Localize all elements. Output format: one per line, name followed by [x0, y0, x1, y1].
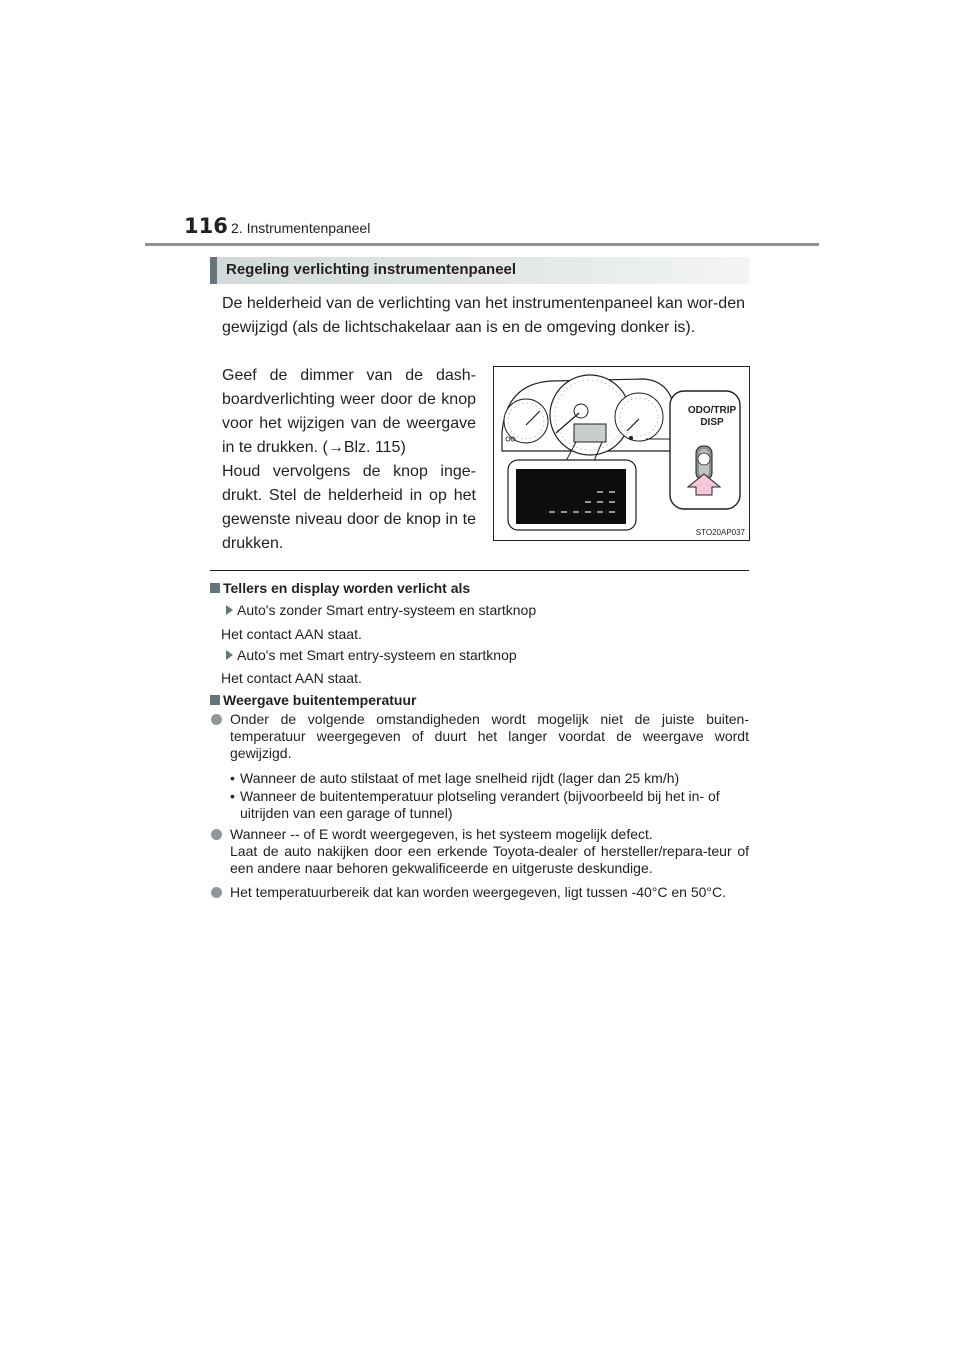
- intro-paragraph: De helderheid van de verlichting van het instrumentenpaneel kan wor-den gewijzigd (als de lichtschakelaar aan is en de omgeving donker is).: [222, 295, 745, 336]
- notes-divider: [210, 570, 749, 571]
- instrument-panel-illustration: [493, 366, 750, 541]
- round-bullet-icon: [211, 829, 222, 840]
- figure-code: STO20AP037: [695, 528, 745, 537]
- condition-text: Auto's zonder Smart entry-systeem en startknop: [237, 602, 537, 618]
- round-bullet-icon: [211, 714, 222, 725]
- sub-item: • Wanneer de buitentemperatuur plotseling verandert (bijvoorbeeld bij het in- of uitrijden van een garage of tunnel): [230, 788, 720, 821]
- note-heading-lit-text: Tellers en display worden verlicht als: [223, 580, 471, 596]
- bullet-paragraph: Onder de volgende omstandigheden wordt mogelijk niet de juiste buiten-temperatuur weergegeven of duurt het langer voordat de weergave wordt gewijzigd.: [230, 711, 749, 761]
- triangle-arrow-icon: [226, 605, 233, 615]
- condition-result: Het contact AAN staat.: [221, 626, 362, 642]
- condition-item: [226, 647, 517, 663]
- sub-item-text: Wanneer de auto stilstaat of met lage snelheid rijdt (lager dan 25 km/h): [240, 770, 680, 786]
- note-heading-temp: [210, 692, 416, 708]
- bullet-paragraph-continued: Laat de auto nakijken door een erkende Toyota-dealer of hersteller/repara-teur of een andere naar behoren gekwalificeerde en uitgeruste deskundige.: [230, 843, 749, 876]
- condition-result: Het contact AAN staat.: [221, 670, 362, 686]
- disp-label: DISP: [700, 417, 724, 428]
- section-header: [210, 257, 749, 284]
- step-1: Geef de dimmer van de dash-boardverlichting weer door de knop voor het wijzigen van de weergave in te drukken. (→Blz. 115): [222, 367, 476, 456]
- steps-text: [222, 364, 476, 556]
- instrument-cluster-drawing: [494, 367, 749, 540]
- condition-text: Auto's met Smart entry-systeem en startknop: [237, 647, 517, 663]
- odo-trip-disp-label: [680, 405, 744, 429]
- step-2: Houd vervolgens de knop inge-drukt. Stel de helderheid in op het gewenste niveau door de knop in te drukken.: [222, 463, 476, 552]
- sub-item-text: Wanneer de buitentemperatuur plotseling verandert (bijvoorbeeld bij het in- of uitrijden van een garage of tunnel): [240, 788, 720, 821]
- square-bullet-icon: [210, 583, 220, 593]
- section-accent: [210, 257, 217, 284]
- chapter-title: 2. Instrumentenpaneel: [231, 220, 371, 236]
- odo-trip-label: ODO/TRIP: [687, 405, 737, 416]
- round-bullet-icon: [211, 887, 222, 898]
- condition-item: [226, 602, 536, 618]
- note-heading-temp-text: Weergave buitentemperatuur: [223, 692, 417, 708]
- square-bullet-icon: [210, 695, 220, 705]
- header-rule: [145, 243, 819, 246]
- section-title: Regeling verlichting instrumentenpaneel: [226, 261, 517, 278]
- triangle-arrow-icon: [226, 650, 233, 660]
- sub-item: • Wanneer de auto stilstaat of met lage snelheid rijdt (lager dan 25 km/h): [230, 770, 680, 786]
- bullet-paragraph: Wanneer -- of E wordt weergegeven, is het systeem mogelijk defect.: [230, 826, 653, 842]
- bullet-paragraph: Het temperatuurbereik dat kan worden weergegeven, ligt tussen -40°C en 50°C.: [230, 884, 727, 900]
- note-heading-lit: [210, 580, 470, 596]
- page-number: 116: [184, 214, 228, 238]
